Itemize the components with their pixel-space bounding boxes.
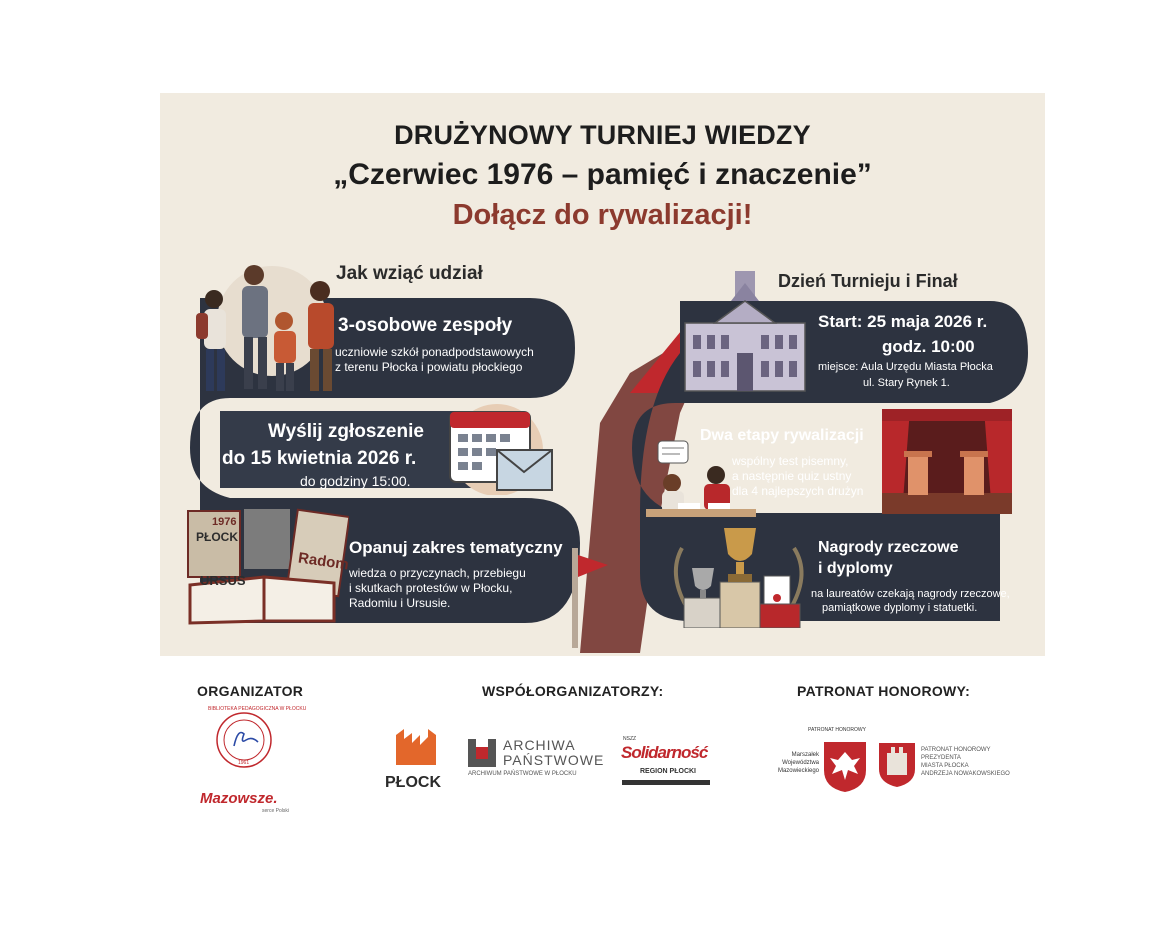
students-illustration <box>182 261 347 401</box>
item-topics-title: Opanuj zakres tematyczny <box>349 538 563 557</box>
item-topics-line2: i skutkach protestów w Płocku, <box>349 581 513 595</box>
coorganizers-label: WSPÓŁORGANIZATORZY: <box>482 683 664 699</box>
book-label-1976: 1976 <box>212 516 237 528</box>
library-logo <box>208 706 307 780</box>
marszalek-line2: Województwa <box>782 760 819 766</box>
mazovia-coat-of-arms-icon <box>822 740 868 794</box>
president-line4: ANDRZEJA NOWAKOWSKIEGO <box>921 771 1010 777</box>
item-apply-title-2: do 15 kwietnia 2026 r. <box>222 448 417 469</box>
solidarnosc-top: NSZZ <box>623 736 637 742</box>
right-section-heading: Dzień Turnieju i Finał <box>778 271 958 291</box>
left-section-heading: Jak wziąć udział <box>336 263 483 284</box>
item-teams-line2: z terenu Płocka i powiatu płockiego <box>335 360 523 374</box>
marszalek-line3: Mazowieckiego <box>777 768 819 774</box>
library-year: 1961 <box>238 760 250 766</box>
book-label-radom: Radom <box>297 549 350 574</box>
item-topics-line3: Radomiu i Ursusie. <box>349 596 451 610</box>
mazowsze-sub: serce Polski <box>262 808 289 814</box>
president-line1: PATRONAT HONOROWY <box>921 747 991 753</box>
item-start-line2: ul. Stary Rynek 1. <box>863 377 950 389</box>
solidarnosc-logo: Solidarność <box>621 743 708 762</box>
item-stages-line1: wspólny test pisemny, <box>732 454 849 468</box>
poster-title: DRUŻYNOWY TURNIEJ WIEDZY <box>394 120 811 150</box>
solidarnosc-region: REGION PŁOCKI <box>640 768 697 775</box>
president-line2: PREZYDENTA <box>921 755 961 761</box>
poster-cta: Dołącz do rywalizacji! <box>452 199 753 231</box>
solidarnosc-skyline <box>622 780 710 785</box>
archiwa-logo-mark <box>468 739 496 767</box>
library-ring-text: BIBLIOTEKA PEDAGOGICZNA W PŁOCKU <box>208 706 307 712</box>
item-teams-title: 3-osobowe zespoły <box>338 315 513 336</box>
stage-illustration <box>882 409 1012 514</box>
item-prizes-title-1: Nagrody rzeczowe <box>818 539 959 556</box>
item-start-title-2: godz. 10:00 <box>882 337 975 356</box>
book-label-plock: PŁOCK <box>196 530 238 544</box>
marszalek-top: PATRONAT HONOROWY <box>808 727 866 733</box>
trophies-illustration <box>664 518 814 628</box>
item-prizes-line2: pamiątkowe dyplomy i statuetki. <box>822 602 978 614</box>
archiwa-line1: ARCHIWA <box>503 737 576 753</box>
item-prizes-title-2: i dyplomy <box>818 560 893 577</box>
poster-subtitle: „Czerwiec 1976 – pamięć i znaczenie” <box>333 158 872 191</box>
item-teams-line1: uczniowie szkół ponadpodstawowych <box>335 345 534 359</box>
item-start-title-1: Start: 25 maja 2026 r. <box>818 312 988 331</box>
archiwa-line2: PAŃSTWOWE <box>503 752 605 768</box>
mazowsze-logo: Mazowsze. <box>200 790 278 807</box>
plock-coat-of-arms-icon <box>877 741 917 789</box>
calendar-envelope-icon <box>442 400 557 495</box>
town-hall-illustration <box>675 263 815 393</box>
marszalek-line1: Marszałek <box>791 752 819 758</box>
plock-logo-text: PŁOCK <box>385 774 441 791</box>
item-apply-title-1: Wyślij zgłoszenie <box>268 421 424 442</box>
item-start-line1: miejsce: Aula Urzędu Miasta Płocka <box>818 361 993 373</box>
item-stages-title: Dwa etapy rywalizacji <box>700 427 864 444</box>
item-stages-line3: dla 4 najlepszych drużyn <box>732 484 864 498</box>
item-prizes-line1: na laureatów czekają nagrody rzeczowe, <box>811 588 1010 600</box>
item-apply-note: do godziny 15:00. <box>300 473 411 489</box>
poster <box>160 93 1045 656</box>
archiwa-sub: ARCHIWUM PAŃSTWOWE W PŁOCKU <box>468 771 577 777</box>
patronage-label: PATRONAT HONOROWY: <box>797 683 971 699</box>
book-label-ursus: URSUS <box>200 573 246 588</box>
item-stages-line2: a następnie quiz ustny <box>732 469 852 483</box>
plock-logo-mark <box>392 725 442 767</box>
organizer-label: ORGANIZATOR <box>197 683 304 699</box>
item-topics-line1: wiedza o przyczynach, przebiegu <box>349 566 526 580</box>
president-line3: MIASTA PŁOCKA <box>921 763 969 769</box>
